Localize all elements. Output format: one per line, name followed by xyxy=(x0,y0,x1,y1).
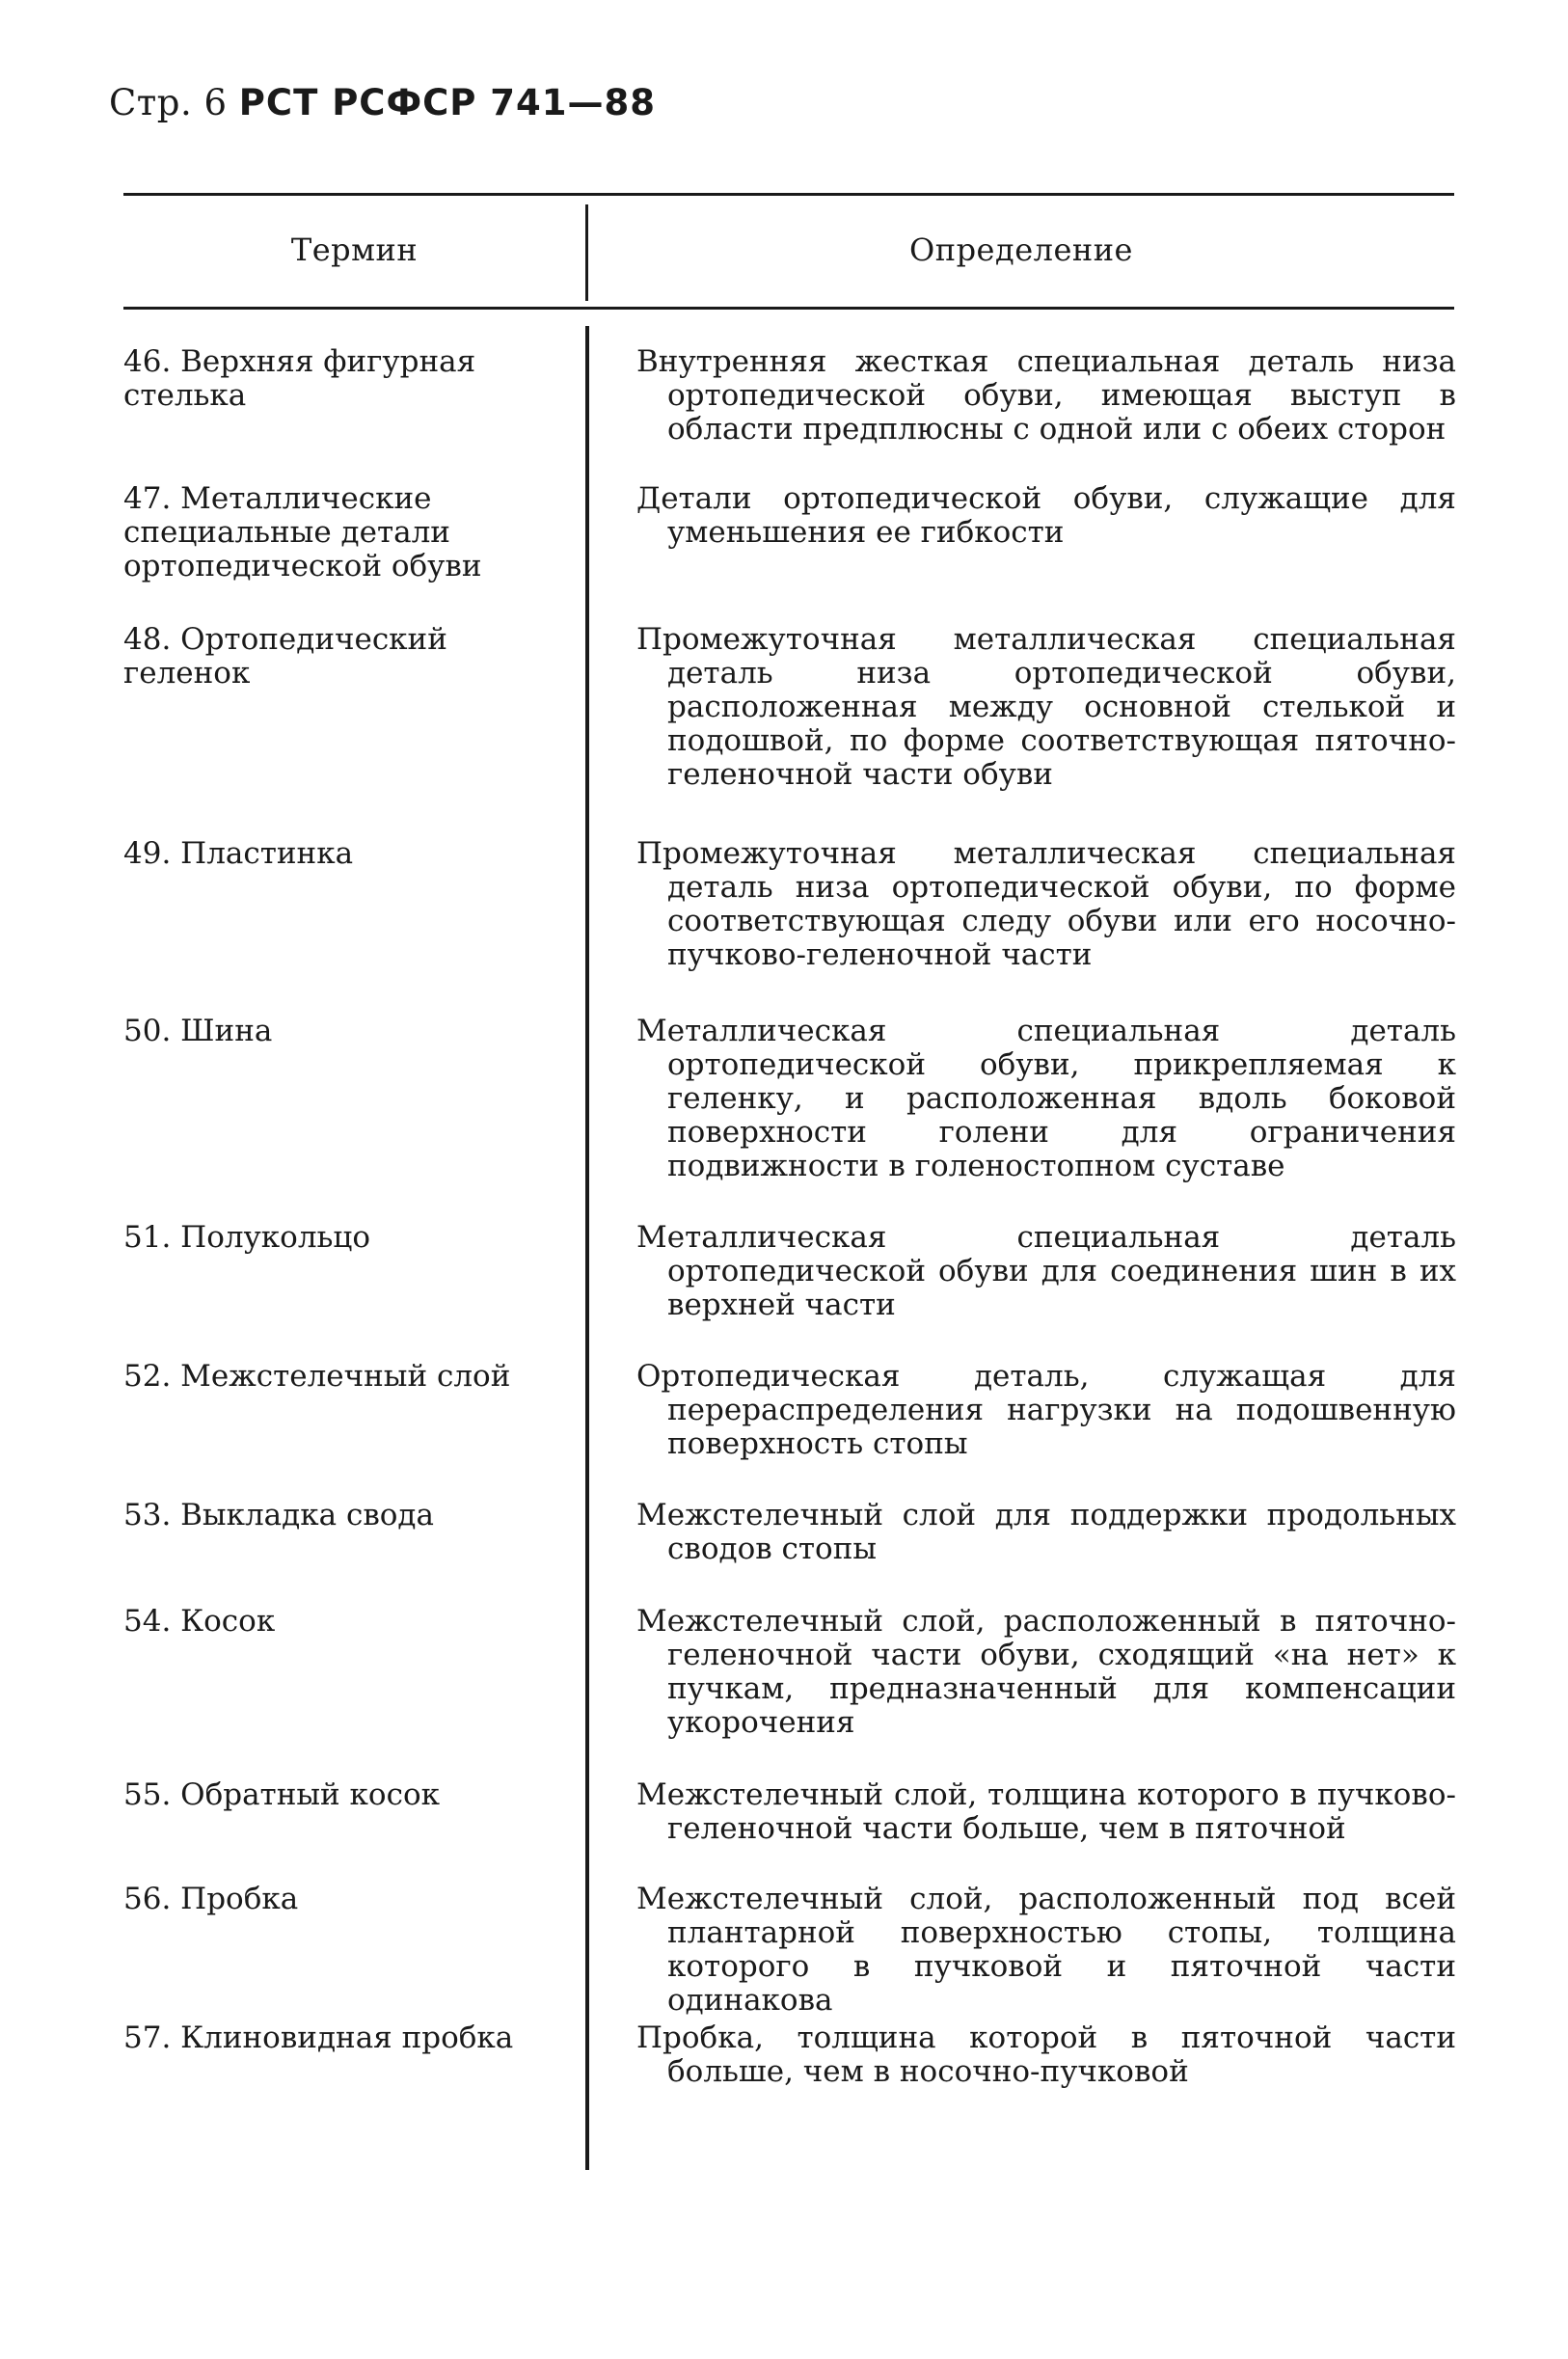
definition-cell: Ортопедическая деталь, служащая для перераспределения нагрузки на подошвенную поверхность стопы xyxy=(636,1359,1456,1461)
definition-cell: Пробка, толщина которой в пяточной части больше, чем в носочно-пучковой xyxy=(636,2020,1456,2089)
term-cell: 55. Обратный косок xyxy=(123,1777,440,1812)
definition-cell: Металлическая специальная деталь ортопедической обуви для соединения шин в их верхней части xyxy=(636,1220,1456,1322)
term-cell: 46. Верхняя фигурная стелька xyxy=(123,344,476,413)
term-cell: 47. Металлические специальные детали ортопедической обуви xyxy=(123,481,482,583)
definition-cell: Внутренняя жесткая специальная деталь низа ортопедической обуви, имеющая выступ в области предплюсны с одной или с обеих сторон xyxy=(636,344,1456,447)
column-header-term: Термин xyxy=(290,231,419,268)
page-label: Стр. 6 xyxy=(109,82,228,123)
term-cell: 56. Пробка xyxy=(123,1882,299,1916)
body-column-divider xyxy=(585,326,589,2170)
table-header-rule xyxy=(123,307,1454,310)
definition-cell: Межстелечный слой, расположенный в пяточно-геленочной части обуви, сходящий «на нет» к пучкам, предназначенный для компенсации укорочения xyxy=(636,1604,1456,1740)
definition-cell: Металлическая специальная деталь ортопедической обуви, прикрепляемая к геленку, и расположенная вдоль боковой поверхности голени для ограничения подвижности в голеностопном суставе xyxy=(636,1014,1456,1183)
term-cell: 49. Пластинка xyxy=(123,836,354,871)
standard-number: РСТ РСФСР 741—88 xyxy=(238,82,657,123)
term-cell: 51. Полукольцо xyxy=(123,1220,370,1255)
term-cell: 48. Ортопедический геленок xyxy=(123,622,447,691)
table-top-rule xyxy=(123,193,1454,196)
definition-cell: Межстелечный слой, расположенный под всей плантарной поверхностью стопы, толщина которого в пучковой и пяточной части одинакова xyxy=(636,1882,1456,2018)
definition-cell: Межстелечный слой для поддержки продольных сводов стопы xyxy=(636,1498,1456,1566)
definition-cell: Детали ортопедической обуви, служащие для уменьшения ее гибкости xyxy=(636,481,1456,550)
term-cell: 50. Шина xyxy=(123,1014,273,1048)
page-header xyxy=(109,82,656,123)
column-header-definition: Определение xyxy=(909,231,1133,268)
definition-cell: Межстелечный слой, толщина которого в пучково-геленочной части больше, чем в пяточной xyxy=(636,1777,1456,1846)
term-cell: 52. Межстелечный слой xyxy=(123,1359,511,1394)
term-cell: 54. Косок xyxy=(123,1604,276,1639)
definition-cell: Промежуточная металлическая специальная деталь низа ортопедической обуви, по форме соответствующая следу обуви или его носочно-пучково-геленочной части xyxy=(636,836,1456,972)
term-cell: 53. Выкладка свода xyxy=(123,1498,435,1532)
definition-cell: Промежуточная металлическая специальная деталь низа ортопедической обуви, расположенная между основной стелькой и подошвой, по форме соответствующая пяточно-геленочной части обуви xyxy=(636,622,1456,792)
term-cell: 57. Клиновидная пробка xyxy=(123,2020,514,2055)
